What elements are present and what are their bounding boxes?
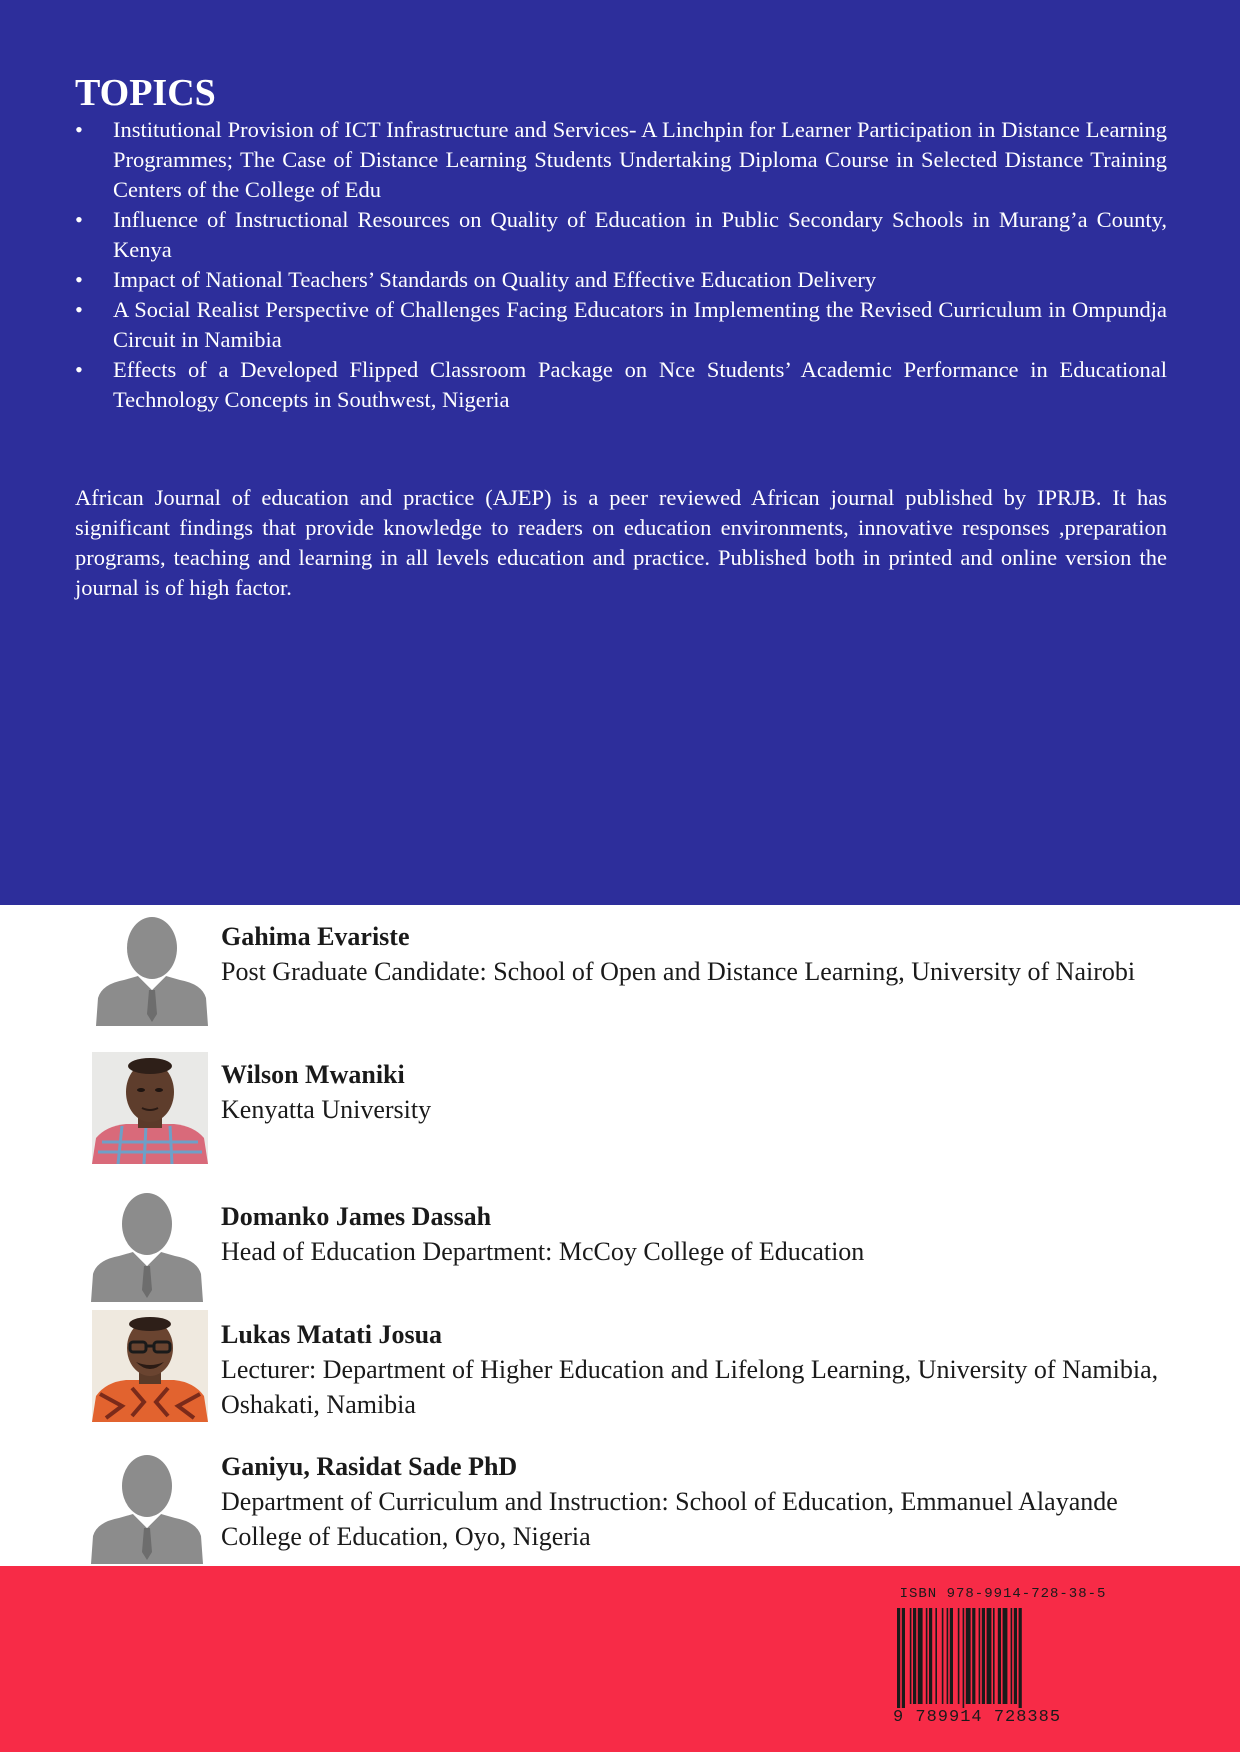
portrait bbox=[92, 1310, 208, 1422]
topic-item: • Institutional Provision of ICT Infrastructure and Services- A Linchpin for Learner Participation in Distance Learning Programmes; The Case of Distance Learning Students Undertaking Diploma Course in Selected Distance Training Centers of the College of Edu bbox=[75, 117, 1167, 202]
portrait bbox=[92, 1052, 208, 1164]
bullet-icon: • bbox=[75, 117, 83, 142]
bullet-icon: • bbox=[75, 357, 83, 382]
bullet-icon: • bbox=[75, 207, 83, 232]
silhouette-icon bbox=[94, 914, 210, 1026]
author-affiliation: Lecturer: Department of Higher Education and Lifelong Learning, University of Namibia, Oshakati, Namibia bbox=[221, 1355, 1159, 1419]
topic-item: • Influence of Instructional Resources on Quality of Education in Public Secondary Schools in Murang’a County, Kenya bbox=[75, 207, 1167, 262]
silhouette-icon bbox=[89, 1452, 205, 1564]
barcode-icon bbox=[897, 1608, 1109, 1716]
barcode-digits: 9 789914 728385 bbox=[893, 1708, 1113, 1727]
bullet-icon: • bbox=[75, 267, 83, 292]
isbn-barcode bbox=[893, 1586, 1113, 1732]
topic-item: • Effects of a Developed Flipped Classroom Package on Nce Students’ Academic Performance in Educational Technology Concepts in Southwest, Nigeria bbox=[75, 357, 1167, 412]
author-affiliation: Kenyatta University bbox=[221, 1095, 432, 1124]
author-name: Gahima Evariste bbox=[221, 922, 410, 951]
silhouette-icon bbox=[89, 1190, 205, 1302]
topics-heading: TOPICS bbox=[75, 72, 216, 114]
isbn-label: ISBN 978-9914-728-38-5 bbox=[899, 1586, 1107, 1602]
topic-item: • Impact of National Teachers’ Standards on Quality and Effective Education Delivery bbox=[75, 265, 1167, 295]
author-affiliation: Department of Curriculum and Instruction: School of Education, Emmanuel Alayande College of Education, Oyo, Nigeria bbox=[221, 1487, 1118, 1551]
journal-description: African Journal of education and practice (AJEP) is a peer reviewed African journal published by IPRJB. It has significant findings that provide knowledge to readers on education environments, innovative responses ,preparation programs, teaching and learning in all levels education and practice. Published both in printed and online version the journal is of high factor. bbox=[75, 485, 1167, 600]
author-name: Wilson Mwaniki bbox=[221, 1060, 405, 1089]
author-name: Ganiyu, Rasidat Sade PhD bbox=[221, 1452, 518, 1481]
topic-item: • A Social Realist Perspective of Challenges Facing Educators in Implementing the Revised Curriculum in Ompundja Circuit in Namibia bbox=[75, 297, 1167, 352]
author-name: Domanko James Dassah bbox=[221, 1202, 492, 1231]
author-affiliation: Head of Education Department: McCoy College of Education bbox=[221, 1237, 865, 1266]
bullet-icon: • bbox=[75, 297, 83, 322]
author-affiliation: Post Graduate Candidate: School of Open and Distance Learning, University of Nairobi bbox=[221, 957, 1136, 986]
topics-list bbox=[75, 115, 1167, 415]
author-name: Lukas Matati Josua bbox=[221, 1320, 443, 1349]
